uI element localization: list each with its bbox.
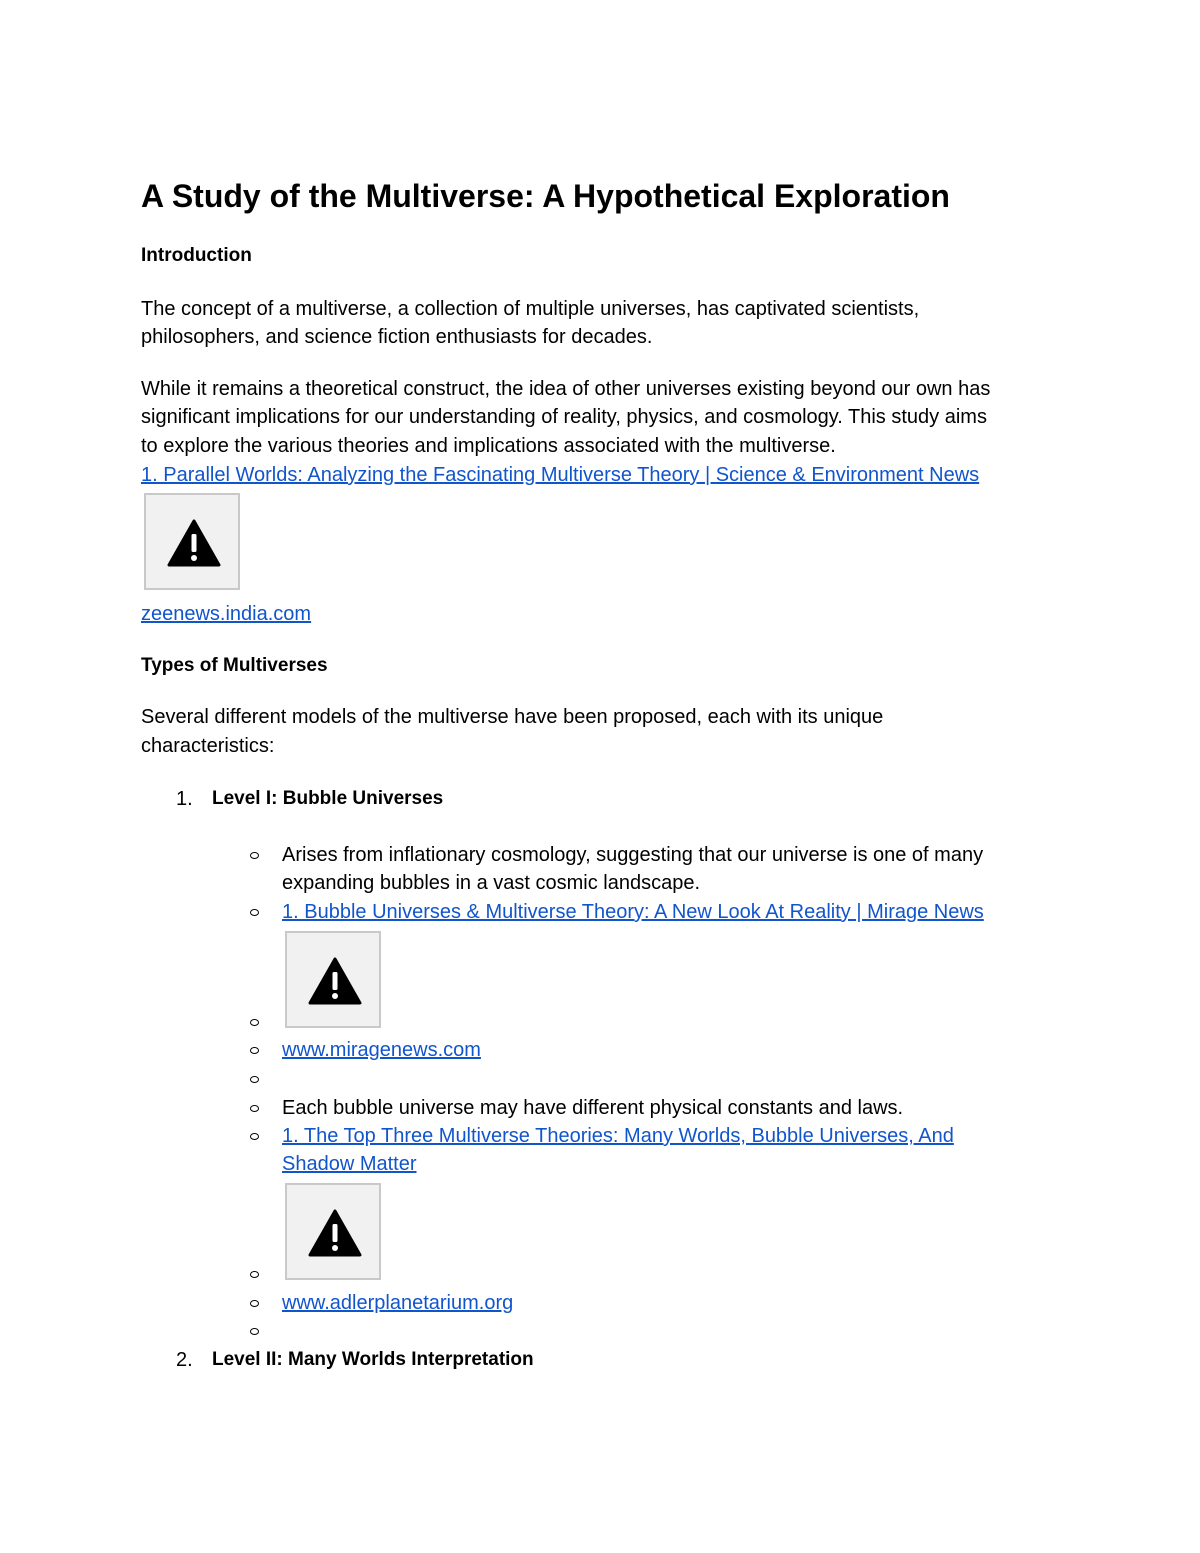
- bullet-marker: [250, 852, 259, 859]
- broken-image-placeholder: [285, 931, 381, 1028]
- zeenews-link[interactable]: zeenews.india.com: [141, 603, 312, 625]
- introduction-heading: Introduction: [141, 245, 252, 266]
- bullet-marker: [250, 1133, 259, 1140]
- warning-icon: [308, 957, 362, 1005]
- intro-paragraph-2-line-1: While it remains a theoretical construct, the idea of other universes existing beyond our own has: [141, 378, 991, 400]
- level-1-bullet-2: Each bubble universe may have different physical constants and laws.: [282, 1097, 904, 1119]
- bullet-marker: [250, 1076, 259, 1083]
- intro-paragraph-2-line-2: significant implications for our understanding of reality, physics, and cosmology. This study aims: [141, 406, 987, 428]
- warning-icon: [167, 519, 221, 567]
- level-2-label: Level II: Many Worlds Interpretation: [212, 1349, 534, 1370]
- intro-paragraph-1-line-2: philosophers, and science fiction enthusiasts for decades.: [141, 326, 653, 348]
- mirage-news-link[interactable]: 1. Bubble Universes & Multiverse Theory: A New Look At Reality | Mirage News: [282, 901, 984, 923]
- warning-icon: [308, 1209, 362, 1257]
- page-title: A Study of the Multiverse: A Hypothetical Exploration: [141, 178, 950, 214]
- miragenews-domain-link[interactable]: www.miragenews.com: [282, 1039, 481, 1061]
- bullet-marker: [250, 1047, 259, 1054]
- list-number: 1.: [176, 788, 193, 810]
- level-1-bullet-1-line-2: expanding bubbles in a vast cosmic landscape.: [282, 872, 701, 894]
- level-1-label: Level I: Bubble Universes: [212, 788, 444, 809]
- list-number: 2.: [176, 1349, 193, 1371]
- bullet-marker: [250, 909, 259, 916]
- intro-paragraph-2-line-3: to explore the various theories and implications associated with the multiverse.: [141, 435, 836, 457]
- intro-paragraph-1-line-1: The concept of a multiverse, a collection of multiple universes, has captivated scientists,: [141, 298, 920, 320]
- adler-link-line-1[interactable]: 1. The Top Three Multiverse Theories: Many Worlds, Bubble Universes, And: [282, 1125, 954, 1147]
- adler-link-line-2[interactable]: Shadow Matter: [282, 1153, 417, 1175]
- bullet-marker: [250, 1105, 259, 1112]
- bullet-marker: [250, 1019, 259, 1026]
- types-intro-line-2: characteristics:: [141, 735, 275, 757]
- bullet-marker: [250, 1328, 259, 1335]
- broken-image-placeholder: [144, 493, 240, 590]
- types-intro-line-1: Several different models of the multiverse have been proposed, each with its unique: [141, 706, 884, 728]
- bullet-marker: [250, 1300, 259, 1307]
- broken-image-placeholder: [285, 1183, 381, 1280]
- adlerplanetarium-domain-link[interactable]: www.adlerplanetarium.org: [282, 1292, 514, 1314]
- bullet-marker: [250, 1271, 259, 1278]
- parallel-worlds-link[interactable]: 1. Parallel Worlds: Analyzing the Fascinating Multiverse Theory | Science & Environment News: [141, 464, 980, 486]
- level-1-bullet-1-line-1: Arises from inflationary cosmology, suggesting that our universe is one of many: [282, 844, 984, 866]
- types-heading: Types of Multiverses: [141, 655, 328, 676]
